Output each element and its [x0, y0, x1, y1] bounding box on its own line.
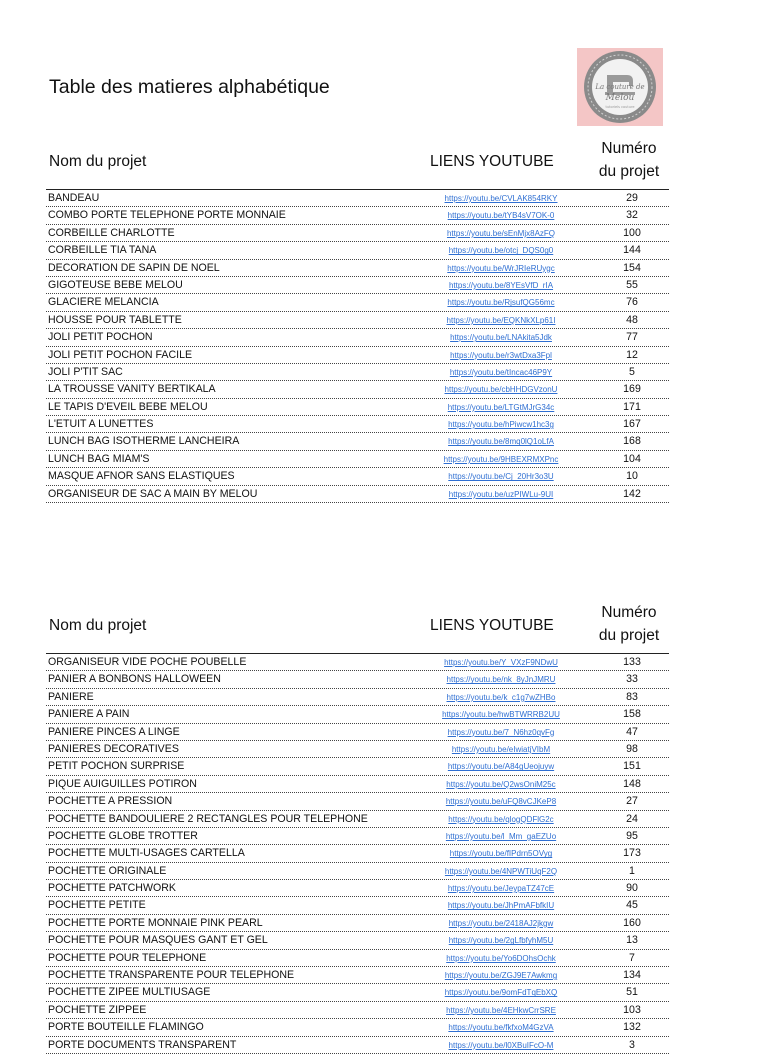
project-number: 90 — [626, 882, 638, 895]
table-row — [46, 828, 669, 845]
project-name: PETIT POCHON SURPRISE — [48, 760, 185, 773]
project-name: JOLI PETIT POCHON — [48, 331, 153, 344]
project-name: POCHETTE PATCHWORK — [48, 882, 176, 895]
header-project-name: Nom du projet — [49, 617, 147, 634]
project-number: 3 — [629, 1038, 635, 1051]
youtube-link[interactable]: https://youtu.be/JhPmAFbfkIU — [447, 901, 555, 911]
project-name: JOLI PETIT POCHON FACILE — [48, 348, 193, 361]
table-row — [46, 724, 669, 741]
project-name: POCHETTE GLOBE TROTTER — [48, 829, 198, 842]
table-row — [46, 967, 669, 984]
youtube-link[interactable]: https://youtu.be/l_Mm_gaEZUo — [445, 831, 557, 841]
table-row — [46, 294, 669, 311]
table-row — [46, 468, 669, 485]
youtube-link[interactable]: https://youtu.be/sEnMjx8AzFQ — [446, 228, 556, 238]
project-number: 33 — [626, 673, 638, 686]
project-number: 32 — [626, 209, 638, 222]
logo-badge — [577, 48, 663, 126]
project-name: GLACIERE MELANCIA — [48, 296, 159, 309]
table-row — [46, 706, 669, 723]
project-name: PANIERE PINCES A LINGE — [48, 725, 180, 738]
youtube-link[interactable]: https://youtu.be/uFQ8vCJKeP8 — [445, 797, 557, 807]
youtube-link[interactable]: https://youtu.be/7_N6hz0qvFg — [447, 727, 555, 737]
table-row — [46, 399, 669, 416]
youtube-link[interactable]: https://youtu.be/EQKNkXLp61I — [446, 315, 556, 325]
project-name: POCHETTE BANDOULIERE 2 RECTANGLES POUR TELEPHONE — [48, 812, 368, 825]
project-name: LE TAPIS D'EVEIL BEBE MELOU — [48, 400, 208, 413]
project-name: POCHETTE POUR TELEPHONE — [48, 951, 207, 964]
project-number: 83 — [626, 690, 638, 703]
project-name: POCHETTE PORTE MONNAIE PINK PEARL — [48, 916, 263, 929]
project-number: 7 — [629, 951, 635, 964]
table-row — [46, 950, 669, 967]
project-number: 158 — [623, 708, 641, 721]
project-name: ORGANISEUR DE SAC A MAIN BY MELOU — [48, 487, 258, 500]
youtube-link[interactable]: https://youtu.be/r3wtDxa3Fpl — [450, 350, 552, 360]
project-name: PIQUE AUIGUILLES POTIRON — [48, 777, 197, 790]
youtube-link[interactable]: https://youtu.be/4NPWTiUqF2Q — [444, 866, 558, 876]
project-number: 47 — [626, 725, 638, 738]
youtube-link[interactable]: https://youtu.be/tIncac46P9Y — [449, 367, 553, 377]
svg-text:La couture de: La couture de — [595, 83, 645, 91]
table-row — [46, 433, 669, 450]
project-name: PANIERE — [48, 690, 94, 703]
project-number: 134 — [623, 969, 641, 982]
project-number: 144 — [623, 244, 641, 257]
project-name: HOUSSE POUR TABLETTE — [48, 313, 182, 326]
project-name: CORBEILLE TIA TANA — [48, 244, 157, 257]
project-number: 167 — [623, 418, 641, 431]
youtube-link[interactable]: https://youtu.be/9omFdTqEbXQ — [444, 988, 558, 998]
youtube-link[interactable]: https://youtu.be/8YEsVfD_rIA — [448, 280, 554, 290]
project-number: 1 — [629, 864, 635, 877]
youtube-link[interactable]: https://youtu.be/cbHHDGVzonU — [444, 385, 558, 395]
project-number: 133 — [623, 656, 641, 668]
project-name: PORTE BOUTEILLE FLAMINGO — [48, 1021, 204, 1034]
project-number: 45 — [626, 899, 638, 912]
project-number: 55 — [626, 278, 638, 291]
table-row — [46, 1002, 669, 1019]
project-name: PANIER A BONBONS HALLOWEEN — [48, 673, 221, 686]
youtube-link[interactable]: https://youtu.be/RjsufQG56mc — [447, 298, 555, 308]
project-number: 168 — [623, 435, 641, 448]
project-name: POCHETTE PETITE — [48, 899, 146, 912]
table-row — [46, 689, 669, 706]
project-number: 12 — [626, 348, 638, 361]
table-header — [46, 593, 669, 654]
table-row — [46, 741, 669, 758]
project-number: 148 — [623, 777, 641, 790]
table-row — [46, 329, 669, 346]
youtube-link[interactable]: https://youtu.be/Y_VXzF9NDwU — [444, 658, 558, 667]
table-row — [46, 811, 669, 828]
project-name: ORGANISEUR VIDE POCHE POUBELLE — [48, 656, 247, 668]
project-number: 77 — [626, 331, 638, 344]
project-name: L'ETUIT A LUNETTES — [48, 418, 154, 431]
project-name: PANIERES DECORATIVES — [48, 742, 179, 755]
youtube-link[interactable]: https://youtu.be/CVLAK854RKY — [444, 194, 558, 203]
project-number: 51 — [626, 986, 638, 999]
project-number: 132 — [623, 1021, 641, 1034]
youtube-link[interactable]: https://youtu.be/Cj_20Hr3o3U — [448, 472, 554, 482]
table-row — [46, 207, 669, 224]
svg-text:tutoriels couture: tutoriels couture — [605, 105, 635, 109]
table-row — [46, 758, 669, 775]
project-name: PANIERE A PAIN — [48, 708, 130, 721]
youtube-link[interactable]: https://youtu.be/hPiwcw1hc3g — [448, 420, 554, 430]
project-number: 10 — [626, 470, 638, 483]
youtube-link[interactable]: https://youtu.be/eIwiatjVIbM — [451, 744, 551, 754]
project-number: 76 — [626, 296, 638, 309]
project-number: 142 — [623, 487, 641, 500]
project-name: POCHETTE ORIGINALE — [48, 864, 167, 877]
table-row — [46, 845, 669, 862]
project-name: COMBO PORTE TELEPHONE PORTE MONNAIE — [48, 209, 286, 222]
table-row — [46, 347, 669, 364]
youtube-link[interactable]: https://youtu.be/9HBEXRMXPnc — [443, 454, 559, 464]
youtube-link[interactable]: https://youtu.be/hwBTWRRB2UU — [442, 710, 560, 720]
header-youtube-links: LIENS YOUTUBE — [430, 617, 554, 634]
project-name: POCHETTE POUR MASQUES GANT ET GEL — [48, 934, 268, 947]
project-name: GIGOTEUSE BEBE MELOU — [48, 278, 183, 291]
project-name: MASQUE AFNOR SANS ELASTIQUES — [48, 470, 235, 483]
project-number: 48 — [626, 313, 638, 326]
youtube-link[interactable]: https://youtu.be/WrJRIeRUygc — [447, 263, 555, 273]
table-row — [46, 486, 669, 503]
project-number: 95 — [626, 829, 638, 842]
youtube-link[interactable]: https://youtu.be/4EHkwCrrSRE — [446, 1005, 556, 1015]
project-name: LUNCH BAG ISOTHERME LANCHEIRA — [48, 435, 240, 448]
table-row — [46, 863, 669, 880]
table-row — [46, 225, 669, 242]
project-name: LA TROUSSE VANITY BERTIKALA — [48, 383, 216, 396]
youtube-link[interactable]: https://youtu.be/8mq0lQ1oLfA — [448, 437, 554, 447]
table-row — [46, 242, 669, 259]
project-number: 100 — [623, 226, 641, 239]
project-number: 160 — [623, 916, 641, 929]
youtube-link[interactable]: https://youtu.be/Q2wsOniM25c — [446, 779, 556, 789]
table-row — [46, 451, 669, 468]
youtube-link[interactable]: https://youtu.be/uzPIWLu-9UI — [448, 489, 554, 499]
youtube-link[interactable]: https://youtu.be/2418AJ2jkgw — [448, 918, 554, 928]
youtube-link[interactable]: https://youtu.be/k_c1g7wZHBo — [446, 692, 556, 702]
project-number: 169 — [623, 383, 641, 396]
youtube-link[interactable]: https://youtu.be/nk_8yJnJMRU — [446, 675, 556, 685]
project-number: 151 — [623, 760, 641, 773]
project-number: 98 — [626, 742, 638, 755]
header-project-name: Nom du projet — [49, 153, 147, 170]
svg-text:Melou: Melou — [605, 93, 635, 103]
project-name: POCHETTE ZIPEE MULTIUSAGE — [48, 986, 211, 999]
youtube-link[interactable]: https://youtu.be/A84gUeojuyw — [447, 762, 555, 772]
project-name: CORBEILLE CHARLOTTE — [48, 226, 175, 239]
youtube-link[interactable]: https://youtu.be/LNAkita5Jdk — [450, 333, 552, 343]
project-number: 173 — [623, 847, 641, 860]
table-row — [46, 1019, 669, 1036]
project-name: POCHETTE TRANSPARENTE POUR TELEPHONE — [48, 969, 295, 982]
project-name: POCHETTE A PRESSION — [48, 795, 173, 808]
table-row — [46, 984, 669, 1001]
page-title: Table des matieres alphabétique — [49, 76, 330, 98]
youtube-link[interactable]: https://youtu.be/JeypaTZ47cE — [447, 884, 555, 894]
youtube-link[interactable]: https://youtu.be/fIPdrn5OVyg — [449, 849, 553, 859]
table-row — [46, 897, 669, 914]
table-row — [46, 364, 669, 381]
table-row — [46, 277, 669, 294]
table-row — [46, 932, 669, 949]
table-row — [46, 260, 669, 277]
table-row — [46, 416, 669, 433]
project-name: POCHETTE MULTI-USAGES CARTELLA — [48, 847, 245, 860]
youtube-link[interactable]: https://youtu.be/tYB4sV7OK-0 — [447, 211, 555, 221]
project-name: PORTE DOCUMENTS TRANSPARENT — [48, 1038, 237, 1051]
project-name: JOLI P'TIT SAC — [48, 365, 123, 378]
project-name: LUNCH BAG MIAM'S — [48, 452, 150, 465]
table-header — [46, 129, 669, 190]
table-row — [46, 190, 669, 207]
projects-table-2 — [46, 593, 669, 1054]
youtube-link[interactable]: https://youtu.be/ZGJ9E7Awkmg — [444, 971, 558, 981]
project-number: 27 — [626, 795, 638, 808]
youtube-link[interactable]: https://youtu.be/otcj_DQS0g0 — [448, 246, 554, 256]
youtube-link[interactable]: https://youtu.be/Yo6DOhsOchk — [446, 953, 556, 963]
table-row — [46, 915, 669, 932]
table-row — [46, 793, 669, 810]
header-project-number: Numéro du projet — [598, 140, 660, 180]
sewing-machine-logo-icon — [577, 48, 663, 126]
table-row — [46, 654, 669, 671]
header-youtube-links: LIENS YOUTUBE — [430, 153, 554, 170]
youtube-link[interactable]: https://youtu.be/qlogQDFlG2c — [448, 814, 554, 824]
project-number: 29 — [626, 192, 638, 204]
youtube-link[interactable]: https://youtu.be/2gLfbfyhM5U — [448, 936, 554, 946]
project-name: DECORATION DE SAPIN DE NOEL — [48, 261, 220, 274]
youtube-link[interactable]: https://youtu.be/fkfxoM4GzVA — [448, 1023, 554, 1033]
table-row — [46, 312, 669, 329]
project-number: 154 — [623, 261, 641, 274]
table-row — [46, 381, 669, 398]
project-name: BANDEAU — [48, 192, 100, 204]
table-row — [46, 1037, 669, 1054]
youtube-link[interactable]: https://youtu.be/LTGtMJrG34c — [447, 402, 555, 412]
projects-table-1 — [46, 129, 669, 503]
project-number: 171 — [623, 400, 641, 413]
project-number: 104 — [623, 452, 641, 465]
project-number: 13 — [626, 934, 638, 947]
project-name: POCHETTE ZIPPEE — [48, 1003, 147, 1016]
project-number: 5 — [629, 365, 635, 378]
project-number: 24 — [626, 812, 638, 825]
header-project-number: Numéro du projet — [598, 604, 660, 644]
project-number: 103 — [623, 1003, 641, 1016]
table-row — [46, 880, 669, 897]
table-row — [46, 671, 669, 688]
youtube-link[interactable]: https://youtu.be/l0XBuIFcO-M — [448, 1040, 554, 1050]
table-row — [46, 776, 669, 793]
